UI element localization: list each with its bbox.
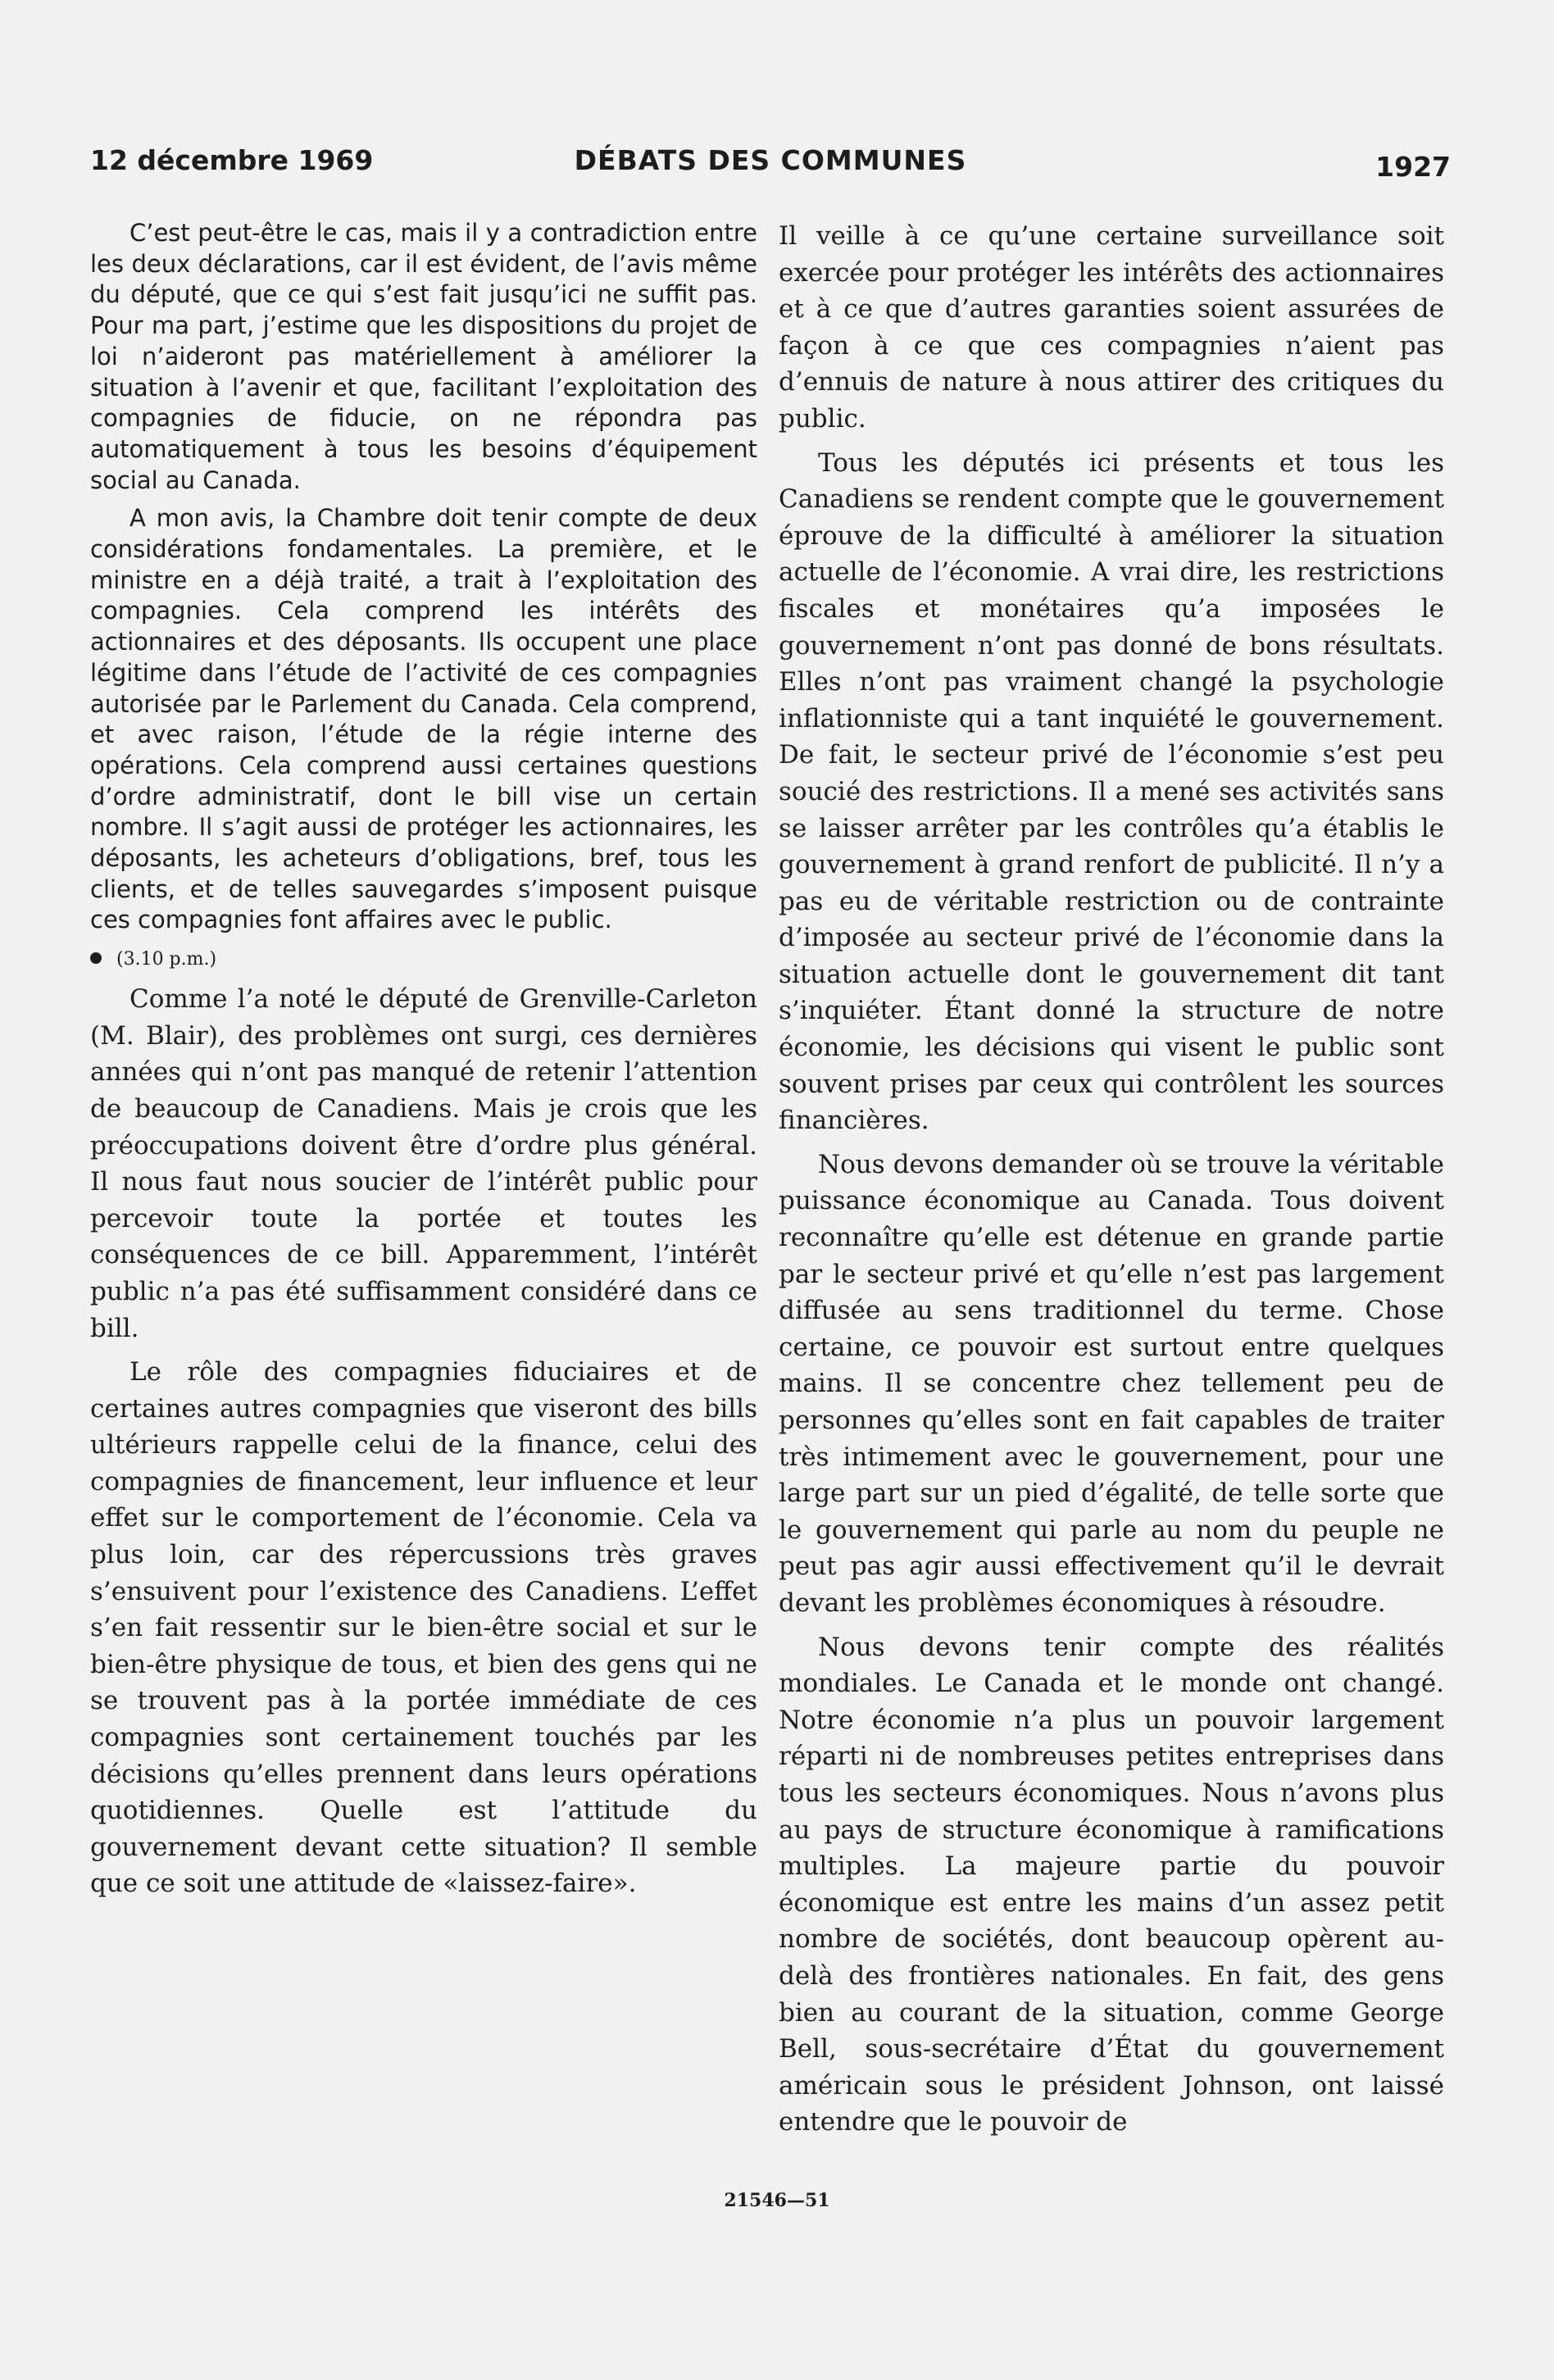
paragraph: Le rôle des compagnies fiduciaires et de certaines autres compagnies que viseront des bills ultérieurs rappelle celui de la finance, celui des compagnies de financement, leur influence et leur effet sur le comportement de l’économie. Cela va plus loin, car des répercussions très graves s’ensuivent pour l’existence des Canadiens. L’effet s’en fait ressentir sur le bien-être social et sur le bien-être physique de tous, et bien des gens qui ne se trouvent pas à la portée immédiate de ces compagnies sont certainement touchés par les décisions qu’elles prennent dans leurs opérations quotidiennes. Quelle est l’attitude du gouvernement devant cette situation? Il semble que ce soit une attitude de «laissez-faire».	[90, 1357, 757, 1899]
paragraph: A mon avis, la Chambre doit tenir compte de deux considérations fondamentales. La première, et le ministre en a déjà traité, a trait à l’exploitation des compagnies. Cela comprend les intérêts des actionnaires et des déposants. Ils occupent une place légitime dans l’étude de l’activité de ces compagnies autorisée par le Parlement du Canada. Cela comprend, et avec raison, l’étude de la régie interne des opérations. Cela comprend aussi certaines questions d’ordre administratif, dont le bill vise un certain nombre. Il s’agit aussi de protéger les actionnaires, les déposants, les acheteurs d’obligations, bref, tous les clients, et de telles sauvegardes s’imposent puisque ces compagnies font affaires avec le public.	[90, 504, 757, 934]
header-title: DÉBATS DES COMMUNES	[574, 144, 967, 176]
page-number: 1927	[1375, 151, 1451, 183]
left-column	[90, 218, 757, 1910]
right-column	[779, 218, 1444, 2148]
printer-signature: 21546—51	[724, 2190, 830, 2211]
paragraph: Il veille à ce qu’une certaine surveillance soit exercée pour protéger les intérêts des actionnaires et à ce que d’autres garanties soient assurées de façon à ce que ces compagnies n’aient pas d’ennuis de nature à nous attirer des critiques du public.	[779, 221, 1444, 434]
timestamp-text: (3.10 p.m.)	[116, 949, 217, 970]
timestamp	[90, 943, 757, 976]
bullet-icon	[90, 952, 102, 964]
paragraph: Nous devons tenir compte des réalités mondiales. Le Canada et le monde ont changé. Notre économie n’a plus un pouvoir largement réparti ni de nombreuses petites entreprises dans tous les secteurs économiques. Nous n’avons plus au pays de structure économique à ramifications multiples. La majeure partie du pouvoir économique est entre les mains d’un assez petit nombre de sociétés, dont beaucoup opèrent au-delà des frontières nationales. En fait, des gens bien au courant de la situation, comme George Bell, sous-secrétaire d’État du gouvernement américain sous le président Johnson, ont laissé entendre que le pouvoir de	[779, 1632, 1444, 2137]
paragraph: C’est peut-être le cas, mais il y a contradiction entre les deux déclarations, car il est évident, de l’avis même du député, que ce qui s’est fait jusqu’ici ne suffit pas. Pour ma part, j’estime que les dispositions du projet de loi n’aideront pas matériellement à améliorer la situation à l’avenir et que, facilitant l’exploitation des compagnies de fiducie, on ne répondra pas automatiquement à tous les besoins d’équipement social au Canada.	[90, 219, 757, 494]
paragraph: Tous les députés ici présents et tous les Canadiens se rendent compte que le gouvernement éprouve de la difficulté à améliorer la situation actuelle de l’économie. A vrai dire, les restrictions fiscales et monétaires qu’a imposées le gouvernement n’ont pas donné de bons résultats. Elles n’ont pas vraiment changé la psychologie inflationniste qui a tant inquiété le gouvernement. De fait, le secteur privé de l’économie s’est peu soucié des restrictions. Il a mené ses activités sans se laisser arrêter par les contrôles qu’a établis le gouvernement à grand renfort de publicité. Il n’y a pas eu de véritable restriction ou de contrainte d’imposée au secteur privé de l’économie dans la situation actuelle dont le gouvernement dit tant s’inquiéter. Étant donné la structure de notre économie, les décisions qui visent le public sont souvent prises par ceux qui contrôlent les sources financières.	[779, 447, 1444, 1136]
header-date: 12 décembre 1969	[90, 144, 374, 176]
paragraph: Nous devons demander où se trouve la véritable puissance économique au Canada. Tous doivent reconnaître qu’elle est détenue en grande partie par le secteur privé et qu’elle n’est pas largement diffusée au sens traditionnel du terme. Chose certaine, ce pouvoir est surtout entre quelques mains. Il se concentre chez tellement peu de personnes qu’elles sont en fait capables de traiter très intimement avec le gouvernement, pour une large part sur un pied d’égalité, de telle sorte que le gouvernement qui parle au nom du peuple ne peut pas agir aussi effectivement qu’il le devrait devant les problèmes économiques à résoudre.	[779, 1149, 1444, 1618]
running-header	[90, 144, 1451, 193]
paragraph: Comme l’a noté le député de Grenville-Carleton (M. Blair), des problèmes ont surgi, ces dernières années qui n’ont pas manqué de retenir l’attention de beaucoup de Canadiens. Mais je crois que les préoccupations doivent être d’ordre plus général. Il nous faut nous soucier de l’intérêt public pour percevoir toute la portée et toutes les conséquences de ce bill. Apparemment, l’intérêt public n’a pas été suffisamment considéré dans ce bill.	[90, 984, 757, 1343]
